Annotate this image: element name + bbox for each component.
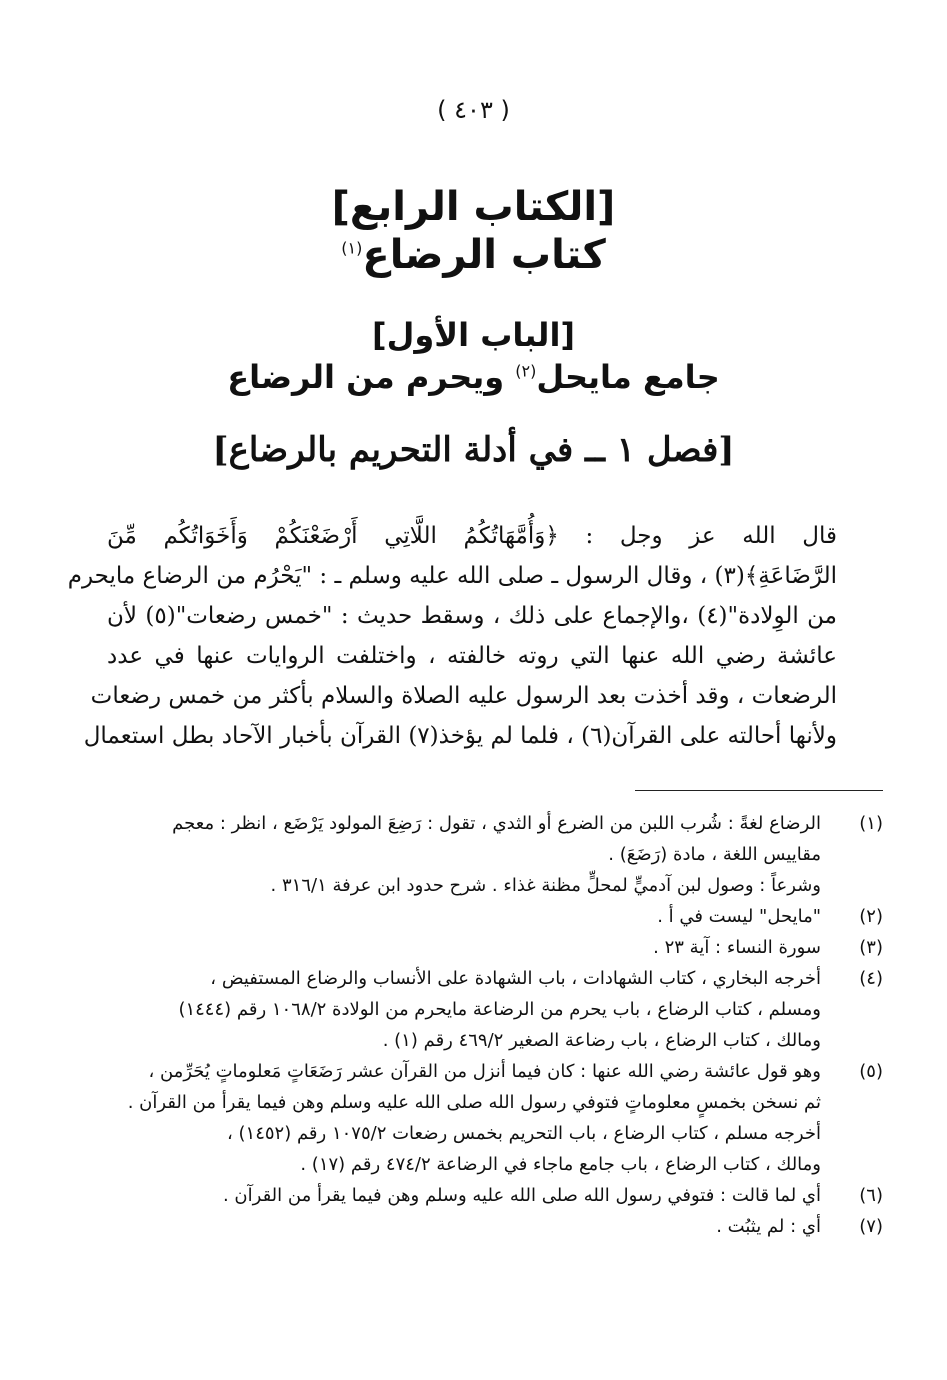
footnote-number: (٦)	[859, 1185, 883, 1206]
chapter-subtitle-part1: جامع مايحل	[536, 358, 720, 396]
footnote-reference: (١)	[341, 238, 363, 258]
book-subtitle	[0, 232, 947, 278]
section-title: [فصل ١ ــ في أدلة التحريم بالرضاع]	[212, 430, 735, 470]
footnote	[107, 963, 883, 1056]
footnote-line: "مايحل" ليست في أ .	[657, 906, 821, 927]
footnote	[107, 1180, 883, 1211]
chapter-subtitle-part2: ويحرم من الرضاع	[227, 358, 505, 396]
footnote-line: أخرجه مسلم ، كتاب الرضاع ، باب التحريم بخمس رضعات ١٠٧٥/٢ رقم (١٤٥٢) ،	[226, 1123, 821, 1144]
footnote	[107, 932, 883, 963]
book-subtitle-text: كتاب الرضاع	[362, 232, 606, 278]
footnote-line: الرضاع لغةً : شُرب اللبن من الضرع أو الثدي ، تقول : رَضِعَ المولود يَرْضَع ، انظر : معجم	[172, 813, 821, 834]
body-line: الرضعات ، وقد أخذت بعد الرسول عليه الصلاة والسلام بأكثر من خمس رضعات	[90, 683, 837, 709]
footnote-line: ومالك ، كتاب الرضاع ، باب جامع ماجاء في الرضاعة ٤٧٤/٢ رقم (١٧) .	[300, 1154, 821, 1175]
chapter-title: [الباب الأول]	[371, 316, 576, 354]
footnote	[107, 808, 883, 901]
body-line: الرَّضَاعَةِ﴾(٣) ، وقال الرسول ـ صلى الله عليه وسلم ـ : "يَحْرُم من الرضاع مايحرم	[67, 563, 837, 589]
footnote	[107, 901, 883, 932]
body-line: عائشة رضي الله عنها التي روته خالفته ، واختلفت الروايات عنها في عدد	[107, 643, 837, 669]
footnote-line: أي : لم يثبُت .	[716, 1216, 821, 1237]
footnote-number: (٤)	[859, 968, 883, 989]
footnotes	[107, 808, 883, 1242]
body-line: من الوِلادة"(٤) ،والإجماع على ذلك ، وسقط حديث : "خمس رضعات"(٥) لأن	[107, 603, 837, 629]
book-title: [الكتاب الرابع]	[331, 184, 616, 230]
footnote-line: ثم نسخن بخمسٍ معلوماتٍ فتوفي رسول الله صلى الله عليه وسلم وهن فيما يقرأ من القرآن .	[127, 1092, 821, 1113]
body-line: ولأنها أحالته على القرآن(٦) ، فلما لم يؤخذ(٧) القرآن بأخبار الآحاد بطل استعمال	[83, 723, 837, 749]
footnote-line: ومالك ، كتاب الرضاع ، باب رضاعة الصغير ٤٦٩/٢ رقم (١) .	[382, 1030, 821, 1051]
page-number: ( ٤٠٣ )	[437, 96, 510, 124]
footnote-line: سورة النساء : آية ٢٣ .	[653, 937, 821, 958]
footnote-line: أخرجه البخاري ، كتاب الشهادات ، باب الشهادة على الأنساب والرضاع المستفيض ،	[210, 968, 821, 989]
footnote-reference: (٢)	[515, 361, 537, 381]
footnote-number: (٧)	[859, 1216, 883, 1237]
footnote	[107, 1056, 883, 1180]
footnote-number: (١)	[859, 813, 883, 834]
footnote-number: (٣)	[859, 937, 883, 958]
footnote-separator	[635, 790, 883, 791]
footnote-line: ومسلم ، كتاب الرضاع ، باب يحرم من الرضاعة مايحرم من الولادة ١٠٦٨/٢ رقم (١٤٤٤)	[178, 999, 821, 1020]
footnote-line: أي لما قالت : فتوفي رسول الله صلى الله عليه وسلم وهن فيما يقرأ من القرآن .	[222, 1185, 821, 1206]
body-line: قال الله عز وجل : ﴿وَأُمَّهَاتُكُمُ اللَّاتِي أَرْضَعْنَكُمْ وَأَخَوَاتُكُم مِّنَ	[107, 523, 837, 549]
footnote-line: مقاييس اللغة ، مادة (رَضَعَ) .	[608, 844, 821, 865]
footnote-line: وشرعاً : وصول لبن آدميٍّ لمحلٍّ مظنة غذاء . شرح حدود ابن عرفة ٣١٦/١ .	[270, 875, 821, 896]
footnote-line: وهو قول عائشة رضي الله عنها : كان فيما أنزل من القرآن عشر رَضَعَاتٍ مَعلوماتٍ يُحَرِّمن ،	[148, 1061, 821, 1082]
footnote-number: (٢)	[859, 906, 883, 927]
chapter-subtitle	[0, 358, 947, 396]
footnote	[107, 1211, 883, 1242]
footnote-number: (٥)	[859, 1061, 883, 1082]
body-text	[67, 516, 837, 756]
